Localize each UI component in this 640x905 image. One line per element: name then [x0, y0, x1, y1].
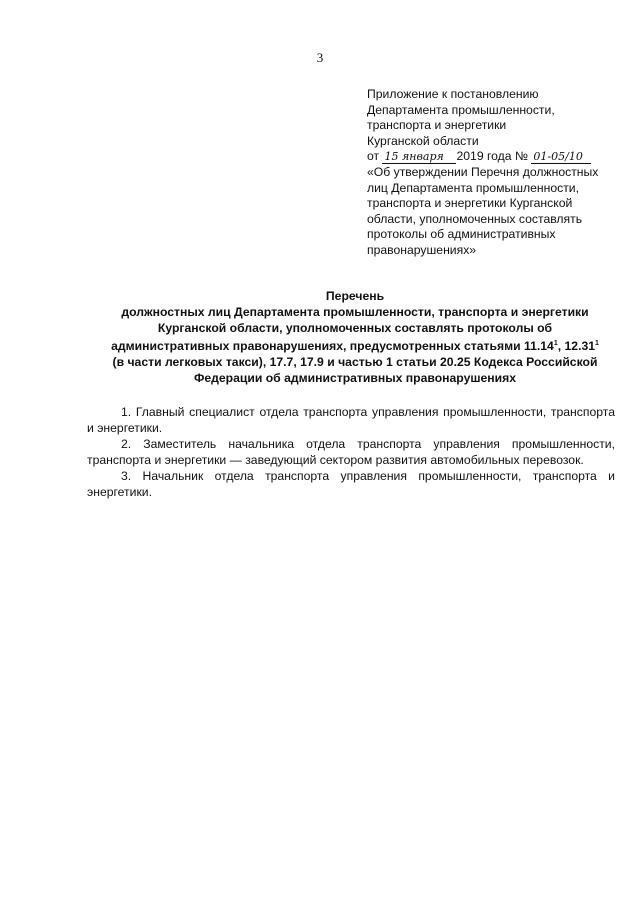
appendix-block	[367, 87, 622, 259]
title-heading: Перечень	[325, 289, 385, 303]
appendix-subject-line: «Об утверждении Перечня должностных	[367, 164, 599, 179]
appendix-line: Курганской области	[367, 133, 479, 148]
title-line-part: административных правонарушениях, предусмотренных статьями 11.14	[111, 339, 554, 354]
title-line: Федерации об административных правонарушениях	[193, 371, 517, 386]
appendix-date-line	[367, 149, 622, 165]
list-item: 3. Начальник отдела транспорта управления промышленности, транспорта и энергетики.	[87, 469, 615, 499]
page-number: 3	[316, 50, 324, 65]
appendix-line: Департамента промышленности,	[367, 102, 555, 117]
handwritten-number: 01-05/10	[531, 151, 591, 164]
list-item: 2. Заместитель начальника отдела транспорта управления промышленности, транспорта и энергетики — заведующий сектором развития автомобильных перевозок.	[87, 437, 615, 467]
appendix-subject-line: протоколы об административных	[367, 227, 556, 242]
title-line: должностных лиц Департамента промышленности, транспорта и энергетики	[121, 305, 589, 319]
date-prefix: от	[367, 149, 380, 164]
handwritten-date: 15 января	[382, 151, 456, 164]
appendix-line: транспорта и энергетики	[367, 118, 507, 133]
title-line: Курганской области, уполномоченных составлять протоколы об	[157, 321, 553, 335]
appendix-line: Приложение к постановлению	[367, 87, 539, 101]
appendix-subject-line: транспорта и энергетики Курганской	[367, 196, 573, 211]
superscript: 1	[553, 340, 558, 347]
superscript: 1	[595, 340, 599, 347]
document-title	[95, 288, 615, 386]
appendix-subject-line: лиц Департамента промышленности,	[367, 180, 579, 195]
title-line: (в части легковых такси), 17.7, 17.9 и частью 1 статьи 20.25 Кодекса Российской	[112, 355, 598, 370]
list-item: 1. Главный специалист отдела транспорта управления промышленности, транспорта и энергетики.	[87, 405, 615, 435]
appendix-subject-line: области, уполномоченных составлять	[367, 211, 583, 226]
title-line-part: , 12.31	[557, 339, 596, 354]
appendix-subject-line: правонарушениях»	[367, 242, 477, 257]
officials-list	[87, 404, 615, 500]
date-year: 2019 года №	[456, 149, 529, 164]
title-line	[95, 336, 615, 354]
